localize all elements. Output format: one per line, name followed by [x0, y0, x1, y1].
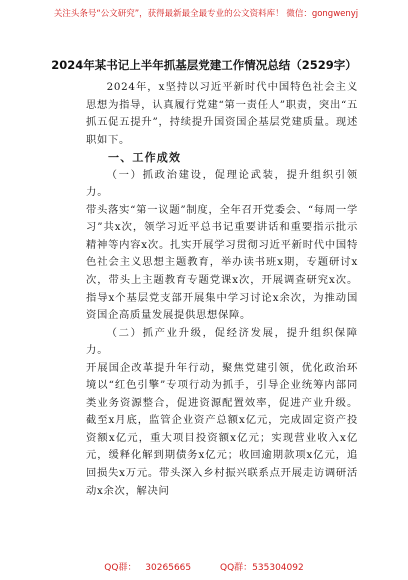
- intro-paragraph: 2024年，x坚持以习近平新时代中国特色社会主义思想为指导，认真履行党建“第一责任人”职责，突出“五抓五促五提升”，持续提升国资国企基层党建质量。现述职如下。: [86, 81, 358, 146]
- body-paragraph: 带头落实“第一议题”制度，全年召开党委会、“每周一学习”共x次，领学习近平总书记重要讲话和重要指示批示精神等内容x次。扎实开展学习贯彻习近平新时代中国特色社会主义思想主题教育，举办读书班x期，专题研讨x次，带头上主题教育专题党课x次，开展调查研究x次。指导x个基层党支部开展集中学习讨论x余次，为推动国资国企高质量发展提供思想保障。: [86, 203, 358, 322]
- document-title: 2024年某书记上半年抓基层党建工作情况总结（2529字）: [51, 58, 357, 72]
- footer-qq-group-2: QQ群：535304092: [220, 563, 304, 573]
- footer-qq-group-1: QQ群： 30265665: [104, 563, 192, 573]
- body-paragraph: 开展国企改革提升年行动，聚焦党建引领，优化政治环境以“红色引擎”专项行动为抓手，引导企业统筹内部同类业务资源整合，促进资源配置效率，促进产业升级。截至x月底，监管企业资产总额x亿元，完成固定资产投资额x亿元，重大项目投资额x亿元；实现营业收入x亿元，缓释化解到期债务x亿元；收回逾期款项x亿元，追回损失x万元。带头深入乡村振兴联系点开展走访调研活动x余次，解决问: [86, 361, 358, 497]
- header-banner: 关注头条号“公文研究”，获得最新最全最专业的公文资料库！ 微信：gongwenyj: [53, 9, 359, 19]
- section-heading: 一、工作成效: [108, 151, 182, 165]
- subsection-heading: （二）抓产业升级，促经济发展，提升组织保障力。: [86, 326, 358, 357]
- document-body: [86, 79, 358, 500]
- subsection-heading: （一）抓政治建设，促理论武装，提升组织引领力。: [86, 168, 358, 199]
- footer: [0, 560, 408, 573]
